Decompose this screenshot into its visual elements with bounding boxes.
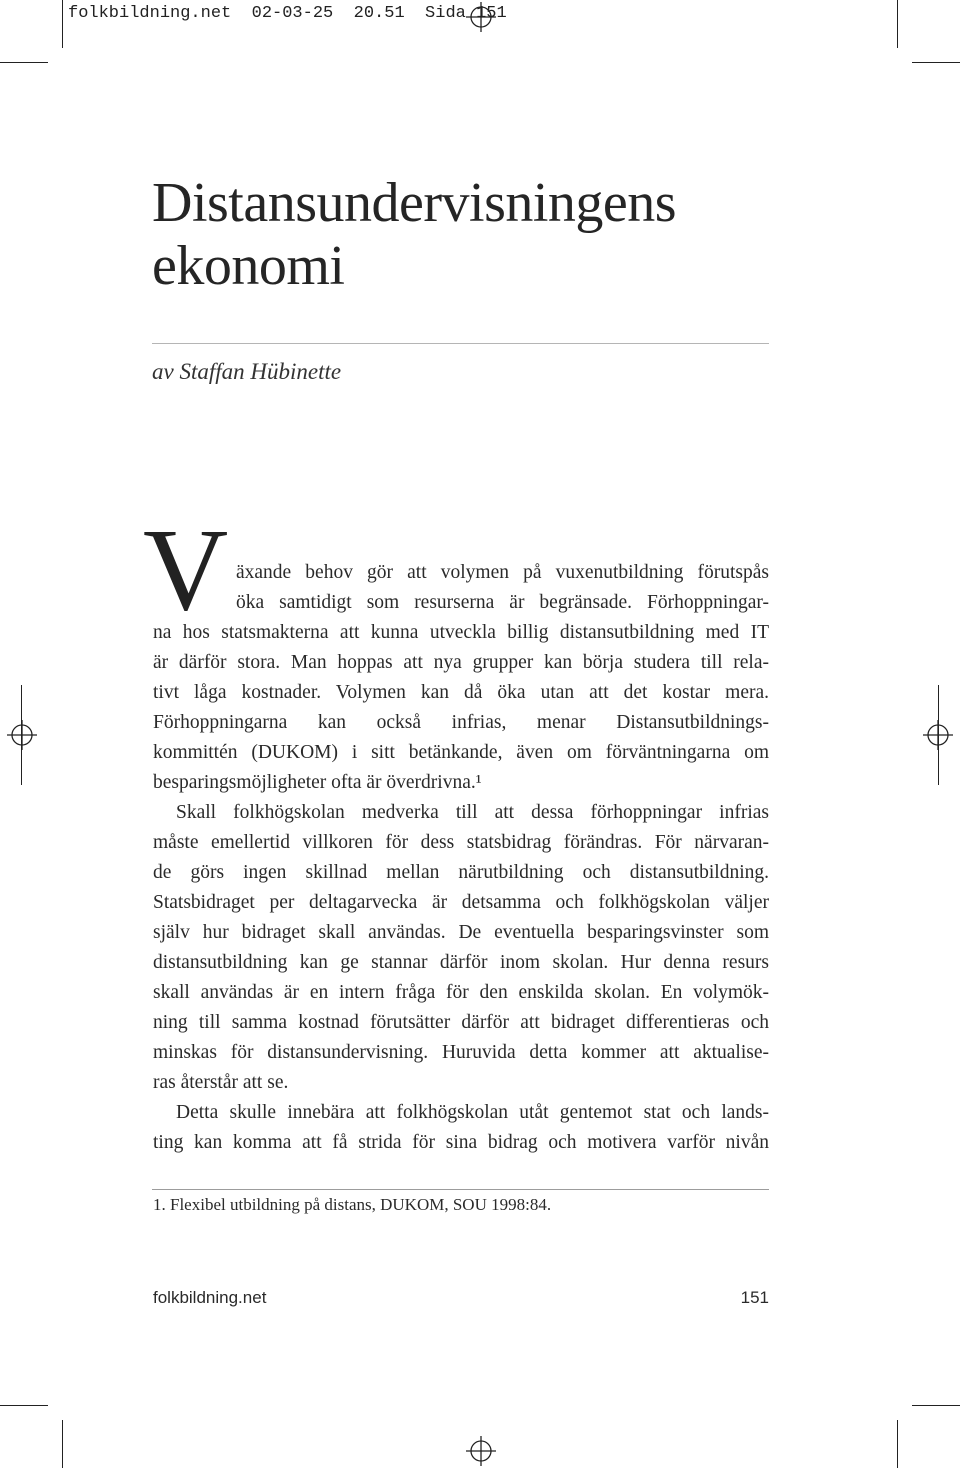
drop-cap: V bbox=[143, 504, 229, 635]
title-divider bbox=[152, 343, 769, 344]
footnote-divider bbox=[152, 1189, 769, 1190]
byline: av Staffan Hübinette bbox=[152, 359, 342, 384]
body-line: måste emellertid villkoren för dess statsbidrag förändras. För närvaran- bbox=[153, 832, 769, 853]
crop-mark bbox=[912, 62, 960, 63]
body-line: är därför stora. Man hoppas att nya grupper kan börja studera till rela- bbox=[153, 652, 769, 673]
registration-mark-icon bbox=[466, 1436, 496, 1466]
body-line: Detta skulle innebära att folkhögskolan utåt gentemot stat och lands- bbox=[176, 1102, 769, 1123]
body-line: skall användas är en intern fråga för den enskilda skolan. En volymök- bbox=[153, 982, 769, 1003]
crop-mark bbox=[897, 0, 898, 48]
body-line: äxande behov gör att volymen på vuxenutbildning förutspås bbox=[236, 562, 769, 583]
body-line: ting kan komma att få strida för sina bidrag och motivera varför nivån bbox=[153, 1132, 769, 1153]
body-line: na hos statsmakterna att kunna utveckla billig distansutbildning med IT bbox=[153, 622, 769, 643]
printer-slug: folkbildning.net 02-03-25 20.51 Sida 151 bbox=[68, 4, 507, 23]
article-title bbox=[152, 172, 792, 298]
body-line: distansutbildning kan ge stannar därför inom skolan. Hur denna resurs bbox=[153, 952, 769, 973]
title-line: Distansundervisningens bbox=[152, 172, 677, 234]
body-line: öka samtidigt som resurserna är begränsade. Förhoppningar- bbox=[236, 592, 769, 613]
registration-mark-icon bbox=[7, 720, 37, 750]
registration-mark-icon bbox=[923, 720, 953, 750]
footnote: 1. Flexibel utbildning på distans, DUKOM, SOU 1998:84. bbox=[153, 1195, 552, 1214]
body-line: de görs ingen skillnad mellan närutbildning och distansutbildning. bbox=[153, 862, 769, 883]
page-number: 151 bbox=[740, 1288, 769, 1307]
crop-mark bbox=[912, 1405, 960, 1406]
folio-site: folkbildning.net bbox=[153, 1288, 267, 1307]
crop-mark bbox=[0, 62, 48, 63]
body-line: själv hur bidraget skall användas. De eventuella besparingsvinster som bbox=[153, 922, 769, 943]
body-line: ras återstår att se. bbox=[153, 1072, 289, 1093]
crop-mark bbox=[0, 1405, 48, 1406]
crop-mark bbox=[897, 1420, 898, 1468]
registration-mark-icon bbox=[466, 2, 496, 32]
body-line: kommittén (DUKOM) i sitt betänkande, även om förväntningarna om bbox=[153, 742, 769, 763]
body-line: besparingsmöjligheter ofta är överdrivna.¹ bbox=[153, 772, 482, 793]
body-line: Statsbidraget per deltagarvecka är detsamma och folkhögskolan väljer bbox=[153, 892, 769, 913]
body-line: ning till samma kostnad förutsätter därför att bidraget differentieras och bbox=[153, 1012, 769, 1033]
body-line: Skall folkhögskolan medverka till att dessa förhoppningar infrias bbox=[176, 802, 769, 823]
body-line: Förhoppningarna kan också infrias, menar Distansutbildnings- bbox=[153, 712, 769, 733]
title-line: ekonomi bbox=[152, 235, 345, 297]
body-line: tivt låga kostnader. Volymen kan då öka utan att det kostar mera. bbox=[153, 682, 769, 703]
crop-mark bbox=[62, 1420, 63, 1468]
body-line: minskas för distansundervisning. Huruvida detta kommer att aktualise- bbox=[153, 1042, 769, 1063]
crop-mark bbox=[62, 0, 63, 48]
